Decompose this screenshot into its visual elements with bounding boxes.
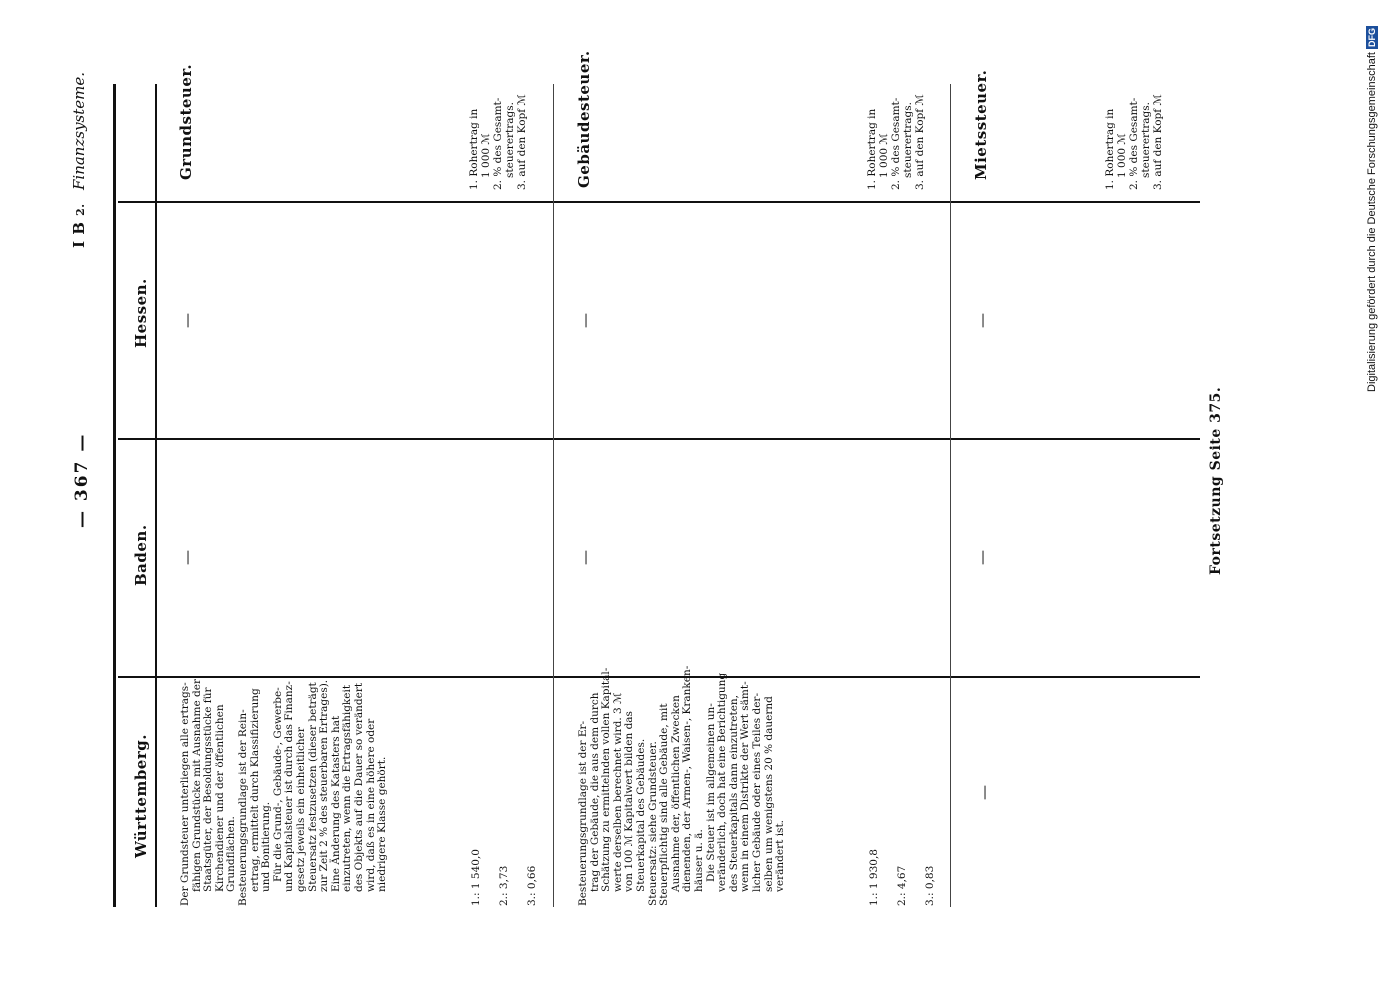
page-number: — 367 — [72, 432, 92, 528]
section-code-main: I B [70, 221, 88, 248]
text-line: Die Steuer ist im allgemeinen un- [704, 703, 717, 882]
text-line: und Kapitalsteuer ist durch das Finanz- [283, 681, 296, 892]
text-line: licher Gebäude oder eines Teiles der- [750, 693, 763, 892]
row-divider-1 [553, 84, 554, 907]
text-line: und Bonitierung. [260, 801, 273, 892]
text-line: niedrigere Klasse gehört. [376, 756, 389, 892]
section-code [70, 203, 88, 248]
wuerttemberg-gebaeudesteuer-value-1: 1.: 1 930,8 [868, 849, 880, 906]
text-line: Steuersatz festzusetzen (dieser beträgt [306, 682, 319, 892]
text-line: einzutreten, wenn die Ertragsfähigkeit [341, 684, 354, 892]
text-line: Steuerpflichtig sind alle Gebäude, mit [658, 703, 671, 906]
wuerttemberg-gebaeudesteuer-value-2: 2.: 4,67 [896, 865, 908, 906]
wuerttemberg-grundsteuer-value-1: 1.: 1 540,0 [470, 849, 482, 906]
table-top-border [113, 84, 116, 907]
legend-line: 1 000 ℳ [1116, 133, 1128, 178]
legend-line: 2. % des Gesamt- [1128, 97, 1140, 190]
text-line: Ausnahme der, öffentlichen Zwecken [669, 695, 682, 892]
text-line: zur Zeit 2 % des steuerbaren Ertrages). [318, 679, 331, 892]
hessen-gebaeudesteuer-dash: — [576, 313, 594, 328]
side-note [1366, 26, 1378, 392]
text-line: wenn in einem Distrikte der Wert sämt- [739, 681, 752, 892]
text-line: Grundflächen. [225, 816, 238, 892]
legend-line: steuerertrags. [504, 102, 516, 178]
row-title-mietssteuer: Mietssteuer. [972, 69, 990, 180]
text-line: veränderlich, doch hat eine Berichtigung [716, 672, 729, 892]
text-line: Der Grundsteuer unterliegen alle ertrags- [179, 682, 191, 906]
col-header-wuerttemberg: Württemberg. [132, 734, 150, 858]
baden-mietssteuer-dash: — [973, 550, 991, 565]
text-line: Besteuerungsgrundlage ist der Er- [577, 720, 589, 906]
wuerttemberg-mietssteuer-dash: — [975, 785, 993, 800]
legend-line: 3. auf den Kopf ℳ [914, 94, 926, 190]
legend-line: 2. % des Gesamt- [890, 97, 902, 190]
text-line: Staatsgüter, der Besoldungsstücke für [202, 687, 215, 892]
text-line: des Objekts auf die Dauer so verändert [352, 682, 365, 892]
text-line: Kirchendiener und der öffentlichen [213, 704, 226, 892]
wuerttemberg-gebaeudesteuer-value-3: 3.: 0,83 [924, 865, 936, 906]
text-line: dienenden, der Armen-, Waisen-, Kranken- [681, 665, 694, 892]
row-legend-grundsteuer [468, 94, 528, 190]
section-code-sub: 2. [74, 203, 87, 216]
col-header-hessen: Hessen. [132, 278, 150, 348]
legend-line: 2. % des Gesamt- [492, 97, 504, 190]
text-line: häuser u. ä. [692, 829, 705, 892]
wuerttemberg-grundsteuer-value-3: 3.: 0,66 [526, 865, 538, 906]
hessen-grundsteuer-dash: — [178, 313, 196, 328]
legend-line: steuerertrags. [1140, 102, 1152, 178]
legend-line: 1. Rohertrag in [1104, 108, 1116, 190]
text-line: Eine Änderung des Katasters hat [329, 715, 342, 892]
row-divider-2 [950, 84, 951, 907]
legend-line: 1 000 ℳ [878, 133, 890, 178]
side-note-text: Digitalisierung gefördert durch die Deutsche Forschungsgemeinschaft [1366, 52, 1378, 392]
row-legend-mietssteuer [1104, 94, 1164, 190]
col-header-baden: Baden. [132, 524, 150, 586]
hessen-mietssteuer-dash: — [973, 313, 991, 328]
table-header-divider [155, 84, 157, 907]
legend-line: steuerertrags. [902, 102, 914, 178]
text-line: Besteuerungsgrundlage ist der Rein- [236, 709, 249, 906]
text-line: trag der Gebäude, die aus dem durch [588, 692, 601, 892]
continuation-note: Fortsetzung Seite 375. [1208, 386, 1224, 575]
legend-line: 1. Rohertrag in [468, 108, 480, 190]
text-line: des Steuerkapitals dann einzutreten, [727, 694, 740, 892]
text-line: Steuerkapital des Gebäudes. [634, 738, 647, 892]
text-line: wird, daß es in eine höhere oder [364, 718, 377, 892]
legend-line: 3. auf den Kopf ℳ [516, 94, 528, 190]
baden-gebaeudesteuer-dash: — [576, 550, 594, 565]
legend-line: 1 000 ℳ [480, 133, 492, 178]
wuerttemberg-grundsteuer-value-2: 2.: 3,73 [498, 865, 510, 906]
text-line: gesetz jeweils ein einheitlicher [294, 727, 307, 892]
dfg-logo: DFG [1367, 27, 1377, 47]
legend-line: 1. Rohertrag in [866, 108, 878, 190]
text-line: werte derselben berechnet wird. 3 ℳ [611, 692, 624, 892]
col-divider-2 [118, 438, 1200, 440]
col-divider-3 [118, 201, 1200, 203]
row-title-gebaeudesteuer: Gebäudesteuer. [575, 50, 593, 188]
text-line: fähigen Grundstücke mit Ausnahme der [190, 679, 203, 892]
text-line: Für die Grund-, Gebäude-, Gewerbe- [271, 687, 284, 882]
text-line: Steuersatz: siehe Grundsteuer. [646, 741, 659, 906]
legend-line: 3. auf den Kopf ℳ [1152, 94, 1164, 190]
wuerttemberg-gebaeudesteuer-text [578, 666, 787, 906]
text-line: ertrag, ermittelt durch Klassifizierung [248, 688, 261, 892]
text-line: von 100 ℳ Kapitalwert bilden das [623, 711, 636, 892]
text-line: verändert ist. [774, 819, 787, 892]
wuerttemberg-grundsteuer-text [180, 679, 389, 906]
baden-grundsteuer-dash: — [178, 550, 196, 565]
row-title-grundsteuer: Grundsteuer. [177, 63, 195, 180]
text-line: Schätzung zu ermittelnden vollen Kapital- [600, 667, 613, 892]
text-line: selben um wenigstens 20 % dauernd [762, 696, 775, 892]
row-legend-gebaeudesteuer [866, 94, 926, 190]
section-title: Finanzsysteme. [70, 71, 88, 190]
